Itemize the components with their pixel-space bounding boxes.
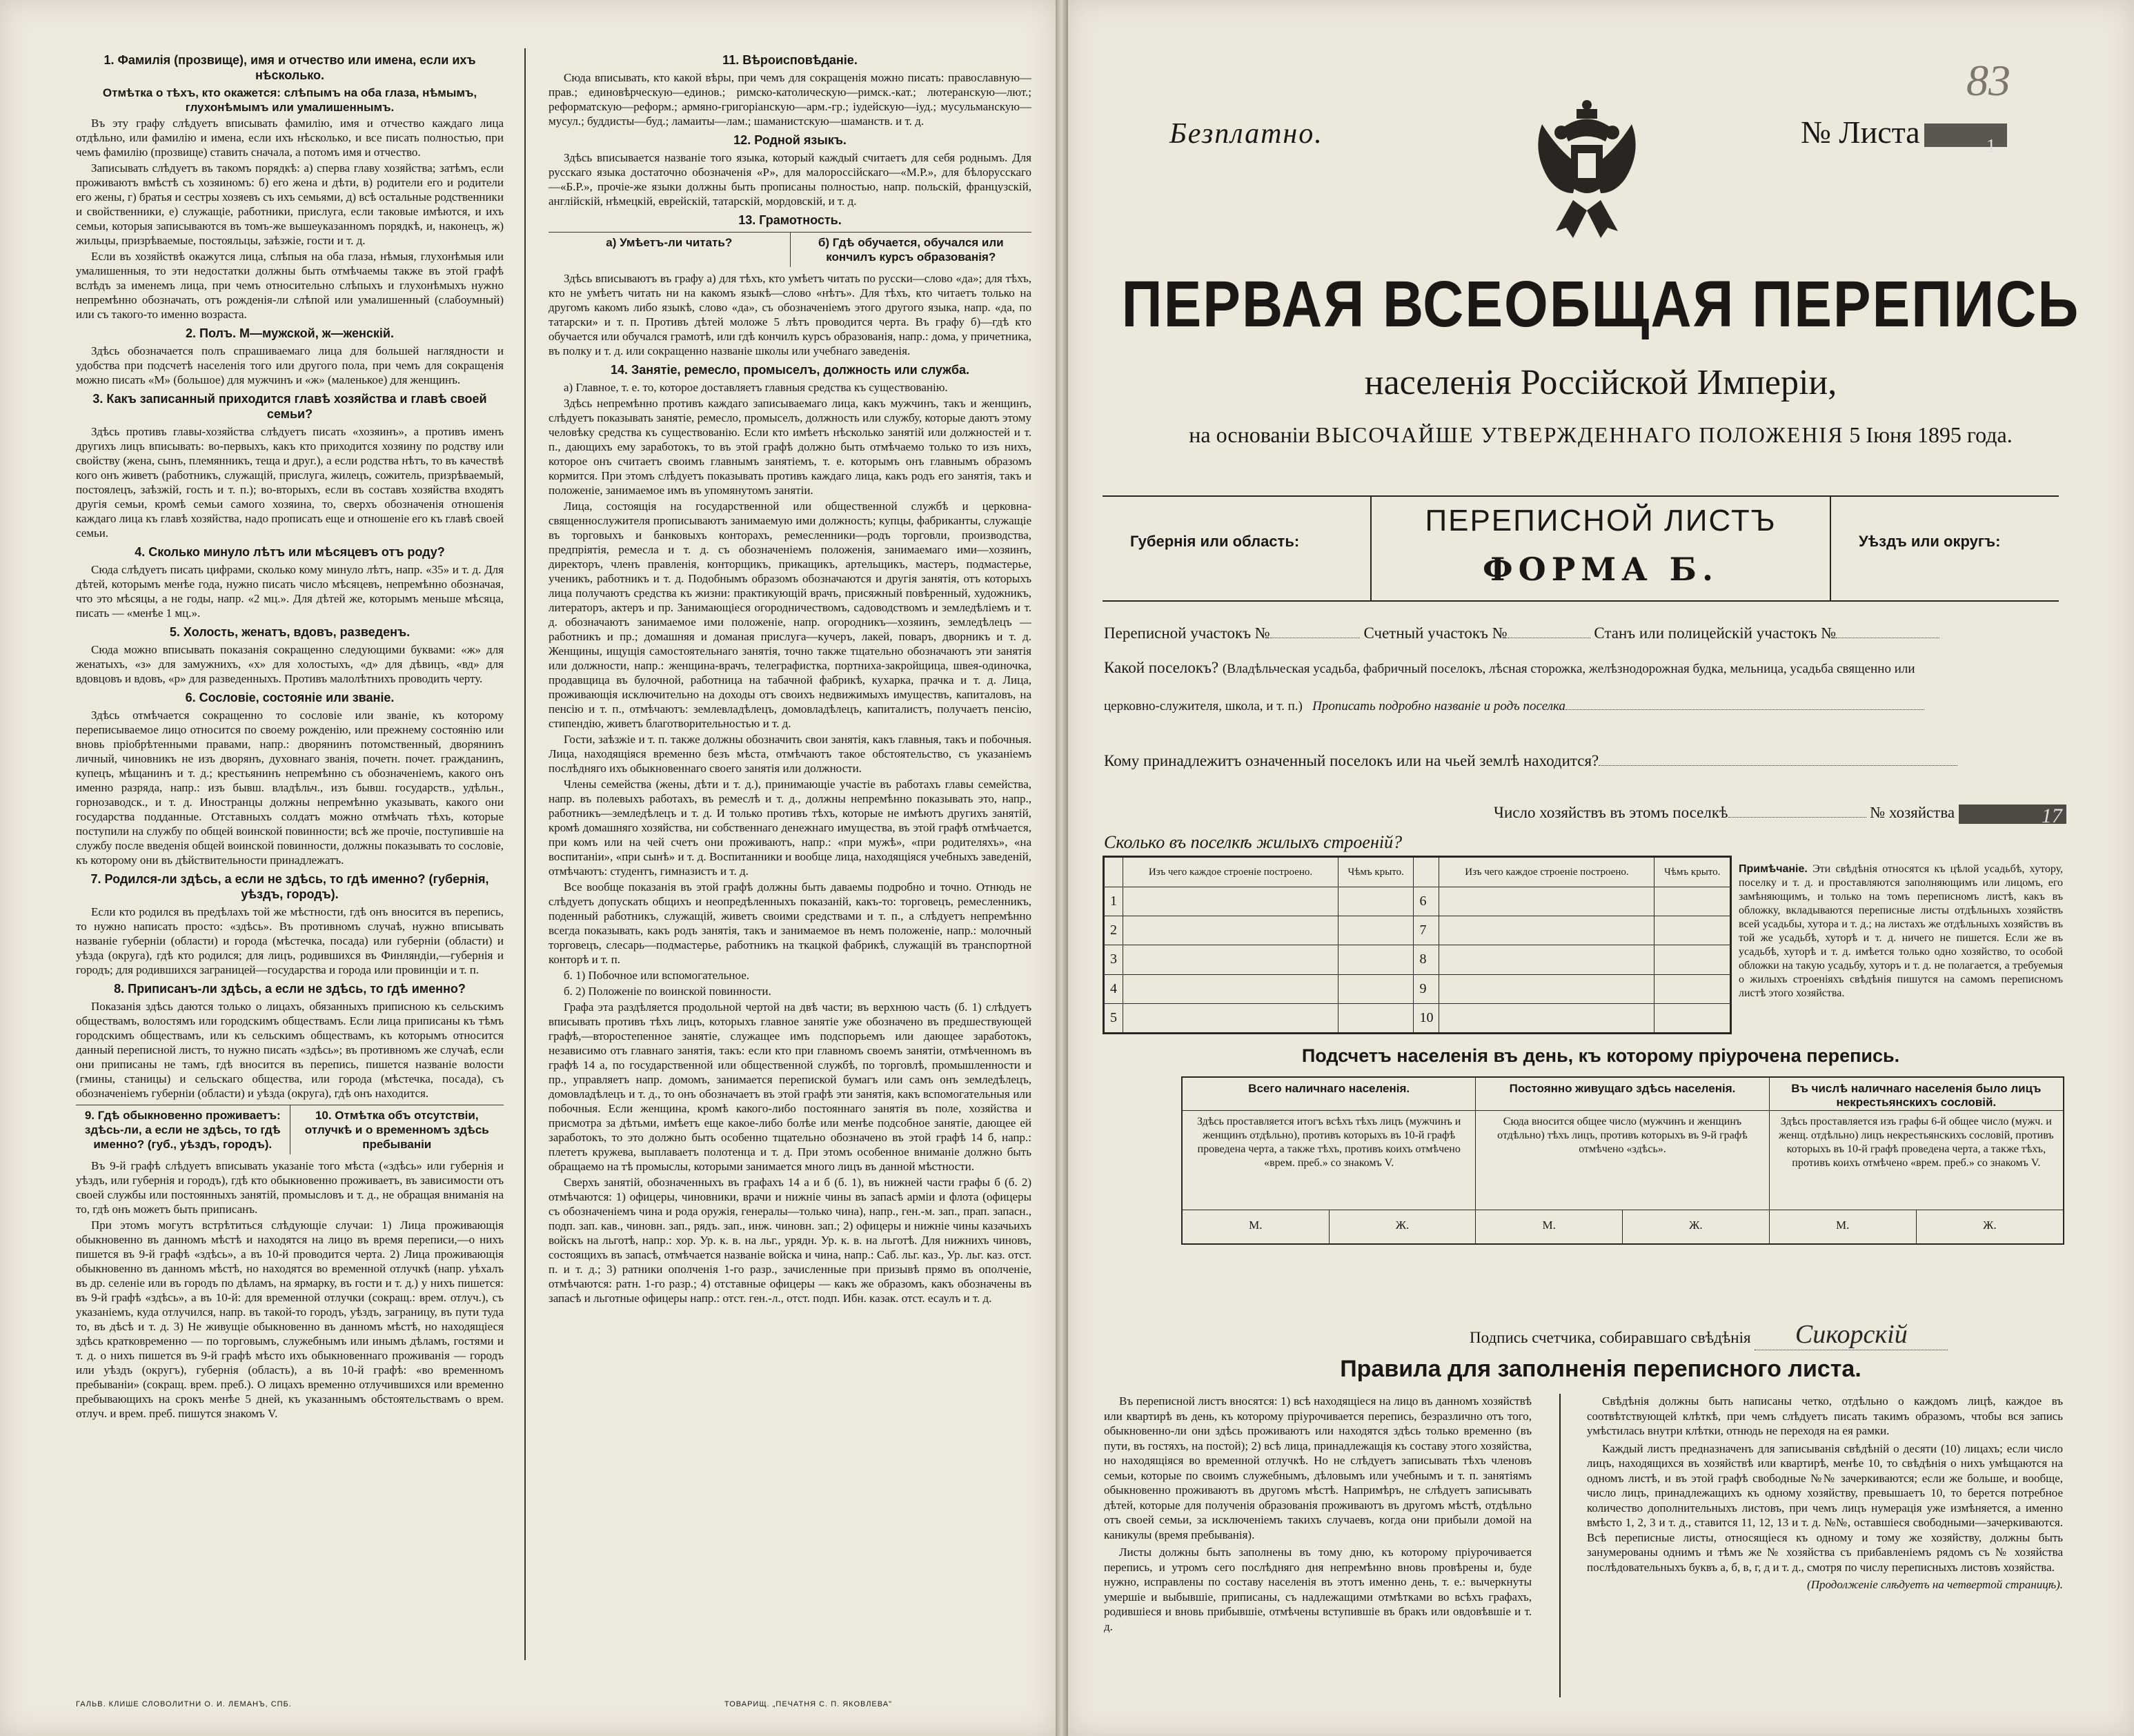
instruction-paragraph: Здѣсь отмѣчается сокращенно то сословіе или званіе, къ которому переписываемое лицо относится по своему рожденію, или прежнему состоянію или вновь пріобрѣтенными правами, напр.: дворянинъ потомственный, дворянинъ личный, чиновникъ не изъ дворянъ, духовнаго званія, почетн. почет. гражданинъ, купецъ, мѣщанинъ и т. д.; крестьянинъ непремѣнно съ обозначеніемъ, какого онъ именно разряда, напр.: изъ бывш. владѣльч., изъ бывш. государств., удѣльн., горнозаводск., и т. д. Иностранцы должны непремѣнно указывать, какого они государства подданные. Отставныхъ солдатъ можно отмѣчать тѣхъ, которые поступили на службу по общей воинской повинности; всѣ же прочіе, поступившіе на службу после введенія общей воинской повинности, должны показывать то сословіе, къ которому они въ дѣйствительности принадлежатъ. bbox=[76, 709, 504, 867]
section-subheading: Отмѣтка о тѣхъ, кто окажется: слѣпымъ на оба глаза, нѣмымъ, глухонѣмымъ или умалишеннымъ. bbox=[102, 86, 477, 114]
roof-cell[interactable] bbox=[1654, 887, 1730, 916]
instruction-paragraph: Здѣсь непремѣнно противъ каждаго записываемаго лица, какъ мужчинъ, такъ и женщинъ, слѣдуетъ показывать занятіе, ремесло, промыселъ, должность или службу, которые даютъ этому человѣку средства къ существованію. Если кто имѣетъ нѣсколько занятій или должностей и т. п., дающихъ ему заработокъ, то въ этой графѣ должно быть отмѣчаемо только то изъ нихъ, которое онъ считаетъ своимъ главнымъ занятіемъ, т. е. которымъ онъ главнымъ образомъ кормится. При этомъ слѣдуетъ показывать противъ каждаго лица, какъ родъ его занятія, такъ и положеніе, занимаемое имъ въ упомянутомъ занятіи. bbox=[549, 397, 1031, 497]
buildings-header-cell: Чѣмъ крыто. bbox=[1654, 858, 1730, 887]
female-count-field[interactable]: Ж. bbox=[1329, 1210, 1476, 1243]
male-female-row bbox=[1770, 1210, 2063, 1243]
district-field[interactable] bbox=[1830, 497, 2059, 600]
instruction-paragraph: б. 1) Побочное или вспомогательное. bbox=[564, 969, 750, 982]
instruction-paragraph: Сюда слѣдуетъ писать цифрами, сколько кому минуло лѣтъ, напр. «35» и т. д. Для дѣтей, которымъ менѣе года, нужно писать число мѣсяцевъ, непремѣнно обозначая, что это мѣсяцы, а не годы, напр. «2 мц.». Для дѣтей же, которымъ меньше мѣсяца, писать — «менѣе 1 мц.». bbox=[76, 563, 504, 620]
households-field[interactable] bbox=[1728, 805, 1866, 818]
owner-label: Кому принадлежитъ означенный поселокъ или на чьей землѣ находится? bbox=[1104, 752, 1599, 769]
instruction-paragraph: Все вообще показанія въ этой графѣ должны быть даваемы подробно и точно. Отнюдь не слѣдуетъ допускать общихъ и неопредѣленныхъ показаній, какъ-то: торговецъ, ремесленникъ, поденный работникъ, служащій, живетъ своими средствами и т. п., а слѣдуетъ непремѣнно всегда показывать, какъ родъ занятія, такъ и занимаемое въ немъ положеніе, напр.: молочный торговецъ, слесарь—подмастерье, работникъ на ткацкой фабрикѣ, служащій въ транспортной конторѣ и т. п. bbox=[549, 880, 1031, 966]
population-count-table bbox=[1181, 1076, 2064, 1245]
instruction-paragraph: Члены семейства (жены, дѣти и т. д.), принимающіе участіе въ работахъ главы семейства, напр. въ полевыхъ работахъ, въ ремеслѣ и т. д., должны непремѣнно показывать это, напр., работникъ—земледѣлецъ и т. д. И только противъ тѣхъ, которые не имѣютъ другихъ занятій, кромѣ домашняго хозяйства, ни собственнаго денежнаго имущества, въ этой графѣ отмѣчается, при комъ или на чей счетъ они проживаютъ, напр.: «при мужѣ», «при родителяхъ», «на воспитаніи», «при сынѣ» и т. д. Воспитанники и вообще лица, находящіяся учебныхъ заведеній, отмѣчаютъ: студентъ, гимназистъ и т. д. bbox=[549, 778, 1031, 878]
buildings-table-body bbox=[1105, 887, 1730, 1033]
handwritten-page-number: 83 bbox=[1966, 56, 2010, 105]
double-headed-eagle-emblem bbox=[1528, 97, 1646, 248]
printer-credit-right: ТОВАРИЩ. „ПЕЧАТНЯ С. П. ЯКОВЛЕВА" bbox=[724, 1700, 892, 1708]
instruction-paragraph: Графа эта раздѣляется продольной чертой на двѣ части; въ верхнюю часть (б. 1) слѣдуетъ вписывать противъ тѣхъ лицъ, которыхъ главное занятіе уже обозначено въ предшествующей графѣ,—второстепенное занятіе, служащее имъ подспорьемъ или дающее заработокъ, независимо отъ главнаго занятія, такъ: если кто при главномъ своемъ занятіи, отмѣченномъ въ графѣ 14 а, по государственной или общественной службѣ, по торговлѣ, промышленности и пр., управляетъ напр. домомъ, занимается перепиской бумагъ или самъ онъ земледѣлецъ, домовладѣлецъ и т. д., то онъ обозначаетъ въ этой графѣ эти занятія, какъ вспомогательныя или побочныя. Если женщина, кромѣ какого-либо постояннаго занятія въ поле, хозяйства и присмотра за дѣтьми, имѣетъ еще какое-либо болѣе или менѣе подсобное занятіе, дающее ей заработокъ, то это должно быть особенно тщательно обозначено въ этой графѣ 14 б, напр.: плететъ кружева, выплаваетъ полотенца и т. д. При этомъ особенное вниманіе должно быть обращаемо на тѣ промыслы, которыми занимается много лицъ въ данной мѣстности. bbox=[549, 1000, 1031, 1173]
buildings-table-header bbox=[1105, 858, 1730, 887]
buildings-note bbox=[1739, 862, 2063, 1000]
section-heading: 5. Холость, женатъ, вдовъ, разведенъ. bbox=[169, 625, 411, 639]
province-field[interactable] bbox=[1103, 497, 1372, 600]
roof-cell[interactable] bbox=[1654, 916, 1730, 945]
material-cell[interactable] bbox=[1123, 945, 1338, 974]
buildings-note-title: Примѣчаніе. bbox=[1739, 863, 1808, 875]
camp-district-label: Станъ или полицейскій участокъ № bbox=[1594, 624, 1837, 642]
roof-cell[interactable] bbox=[1654, 974, 1730, 1003]
sheet-number-label: № Листа bbox=[1801, 115, 1920, 150]
male-count-field[interactable]: М. bbox=[1249, 1219, 1263, 1232]
instruction-paragraph: При этомъ могутъ встрѣтиться слѣдующіе случаи: 1) Лица проживающія обыкновенно въ данномъ мѣстѣ и находятся на лицо въ время переписи,—о нихъ пишется въ 9-й графѣ «здѣсь», а въ 10-й проводится черта. 2) Лица проживающія обыкновенно въ данномъ мѣстѣ, но находятся во временной отлучкѣ (напр. уѣхалъ въ др. селеніе или въ городъ по дѣламъ, на ярмарку, въ гости и т. д.) у нихъ пишется: въ 9-й графѣ «здѣсь», а въ 10-й: для временной отлучки (сокращ.: врем. отлуч.), съ указаніемъ, куда отлучился, напр. въ такой-то городъ, уѣздъ, заграницу, въ пути туда то, въ дѣсѣ и т. д. 3) Не живущіе обыкновенно въ данномъ мѣстѣ, но находящіеся здѣсь кратковременно — по торговымъ, служебнымъ или инымъ дѣламъ, гостями и т. д. о нихъ пишется въ 9-й графѣ мѣсто ихъ обыкновеннаго проживанія — городъ или уѣздъ (округъ), губернія (область), а въ 10-й графѣ: «во временномъ пребываніи» (сокращ. врем. преб.). О лицахъ временно отлучившихся или временно пребывающихъ на срокъ менѣе 5 дней, къ указаннымъ обстоятельствамъ о врем. отлуч. и врем. преб. пишутся знакомъ V. bbox=[76, 1219, 504, 1420]
settlement-hint: (Владѣльческая усадьба, фабричный поселокъ, лѣсная сторожка, желѣзнодорожная будка, мельница, усадьба священно или bbox=[1222, 662, 1915, 676]
material-cell[interactable] bbox=[1123, 974, 1338, 1003]
instructions-column-2-tail bbox=[549, 271, 1031, 1305]
row-number: 8 bbox=[1414, 945, 1439, 974]
section-heading: 2. Полъ. М—мужской, ж—женскій. bbox=[186, 326, 394, 340]
material-cell[interactable] bbox=[1123, 1003, 1338, 1032]
buildings-row bbox=[1105, 1003, 1730, 1032]
instruction-paragraph: Въ эту графу слѣдуетъ вписывать фамилію, имя и отчество каждаго лица отдѣльно, или фамилію и имена, если ихъ нѣсколько, и все писать полностью, при чемъ фамилію (прозвище) ставить сначала, а потомъ имя и отчество. bbox=[76, 117, 504, 159]
section-heading: 12. Родной языкъ. bbox=[733, 133, 847, 147]
buildings-header-cell: Чѣмъ крыто. bbox=[1338, 858, 1414, 887]
buildings-row bbox=[1105, 945, 1730, 974]
basis-regulation: ВЫСОЧАЙШЕ УТВЕРЖДЕННАГО ПОЛОЖЕНІЯ bbox=[1315, 422, 1844, 447]
instruction-paragraph: Гости, заѣзжіе и т. п. также должны обозначить свои занятія, какъ главныя, такъ и побочныя. Лица, находящіяся временно безъ мѣста, отмѣчаютъ такое обстоятельство, съ указаніемъ послѣдняго ихъ обыкновеннаго своего занятія или должности. bbox=[549, 733, 1031, 775]
roof-cell[interactable] bbox=[1654, 945, 1730, 974]
basis-date: 5 Іюня 1895 года. bbox=[1849, 422, 2013, 447]
census-title: ПЕРВАЯ ВСЕОБЩАЯ ПЕРЕПИСЬ bbox=[1121, 268, 2080, 341]
female-count-field[interactable]: Ж. bbox=[1622, 1210, 1769, 1243]
heading-13b: б) Гдѣ обучается, обучался или кончилъ курсъ образованія? bbox=[790, 233, 1032, 267]
section-heading: 6. Сословіе, состояніе или званіе. bbox=[185, 691, 395, 704]
buildings-row bbox=[1105, 887, 1730, 916]
roof-cell[interactable] bbox=[1654, 1003, 1730, 1032]
printer-credit-left: ГАЛЬВ. КЛИШЕ СЛОВОЛИТНИ О. И. ЛЕМАНЪ, СПБ. bbox=[76, 1700, 292, 1708]
province-label: Губернія или область: bbox=[1130, 533, 1300, 550]
enumerator-signature[interactable]: Сикорскій bbox=[1755, 1319, 1948, 1350]
instruction-paragraph: Записывать слѣдуетъ въ такомъ порядкѣ: а) сперва главу хозяйства; затѣмъ, если проживаютъ вмѣстѣ съ хозяиномъ: б) его жена и дѣти, в) родители его и родители его жены, г) братья и сестры хозяевъ съ ихъ семьями, д) всѣ остальные родственники и свойственники, е) служащіе, работники, прислуга, если таковые имѣются, и ихъ семьи, которыя записываются въ томъ-же вышеуказанномъ порядкѣ, и, наконецъ, ж) жильцы, призрѣваемые, постояльцы, заѣзжіе, гости и т. д. bbox=[76, 161, 504, 247]
continued-note: (Продолженіе слѣдуетъ на четвертой страницѣ). bbox=[1807, 1578, 2063, 1591]
count-column-header: Постоянно живущаго здѣсь населенія. bbox=[1476, 1078, 1768, 1111]
material-cell[interactable] bbox=[1439, 887, 1654, 916]
instructions-column-2-body bbox=[549, 52, 1031, 228]
split-heading-13 bbox=[549, 232, 1031, 267]
male-female-row bbox=[1476, 1210, 1768, 1243]
row-number: 10 bbox=[1414, 1003, 1439, 1032]
count-column bbox=[1770, 1078, 2063, 1243]
instructions-column-1 bbox=[76, 48, 504, 1674]
instruction-paragraph: Здѣсь вписывается названіе того языка, который каждый считаетъ для себя роднымъ. Для русскаго языка достаточно обозначенія «Р», для малороссійскаго—«М.Р.», для бѣлорусскаго—«Б.Р.», прочіе-же языки должны быть прописаны полностью, напр. польскій, французскій, англійскій, нѣмецкій, еврейскій, татарскій, мордовскій, и т. д. bbox=[549, 151, 1031, 208]
census-district-label: Переписной участокъ № bbox=[1104, 624, 1270, 642]
instruction-paragraph: Здѣсь противъ главы-хозяйства слѣдуетъ писать «хозяинъ», а противъ именъ другихъ лицъ вписывать: во-первыхъ, какъ кто приходится хозяину по родству или свойству (жена, сынъ, племянникъ, теща и друг.), а если родства нѣтъ, то въ качествѣ кого онъ живетъ (работникъ, служащій, прислуга, жилецъ, сожитель, призрѣваемый, постоялецъ, заѣзжій, гость и т. п.); во-вторыхъ, если въ составъ хозяйства входятъ другія семьи, кромѣ семьи самого хозяина, то, сверхъ обозначенія отношенія каждаго лица къ главѣ хозяйства, надо прописать еще и отношеніе его къ главѣ своей семьи. bbox=[76, 425, 504, 540]
counting-district-label: Счетный участокъ № bbox=[1363, 624, 1508, 642]
sheet-number-value: 1 bbox=[1986, 136, 1996, 158]
instructions-column-1-tail bbox=[76, 1158, 504, 1421]
male-female-row bbox=[1183, 1210, 1475, 1243]
row-number: 1 bbox=[1105, 887, 1123, 916]
heading-13a: а) Умѣетъ-ли читать? bbox=[606, 236, 733, 249]
buildings-row bbox=[1104, 832, 1402, 853]
sheet-number bbox=[1801, 114, 2007, 158]
instruction-paragraph: Въ 9-й графѣ слѣдуетъ вписывать указаніе того мѣста («здѣсь» или губернія и уѣздъ, или губернія и городъ), гдѣ кто обыкновенно проживаетъ, въ зависимости отъ своей службы или постоянныхъ занятій, промысловъ и т. д., не обращая вниманія на то, гдѣ онъ можетъ быть приписанъ. bbox=[76, 1159, 504, 1216]
row-number: 9 bbox=[1414, 974, 1439, 1003]
section-heading: 3. Какъ записанный приходится главѣ хозяйства и главѣ своей семьи? bbox=[92, 392, 487, 421]
material-cell[interactable] bbox=[1123, 916, 1338, 945]
count-column bbox=[1183, 1078, 1476, 1243]
section-heading: 7. Родился-ли здѣсь, а если не здѣсь, то гдѣ именно? (губернія, уѣздъ, городъ). bbox=[90, 872, 489, 901]
material-cell[interactable] bbox=[1439, 974, 1654, 1003]
male-count-field[interactable]: М. bbox=[1542, 1219, 1556, 1232]
legal-basis bbox=[1104, 422, 2097, 448]
settlement-hint-3: Прописать подробно названіе и родъ поселка bbox=[1312, 699, 1565, 713]
female-count-field[interactable]: Ж. bbox=[1916, 1210, 2063, 1243]
instruction-paragraph: Сверхъ занятій, обозначенныхъ въ графахъ 14 а и б (б. 1), въ нижней части графы б (б. 2) отмѣчаются: 1) офицеры, чиновники, врачи и нижніе чины въ запасѣ армiи и флота (офицеры съ обозначеніемъ чина и рода оружія, генералы—только чина), напр., ген.-м. зап., прап. запасн., подп. зап. кав., чиновн. зап., рядъ. зап., инж. чиновн. зап.; 2) офицеры и нижніе чины казачьихъ войскъ на льготѣ, напр.: хор. Ур. к. в. на льг., урядн. Ур. к. в. на льготѣ. Для нижнихъ чиновъ, состоящихъ въ запасѣ, отмѣчается названіе войска и чина, напр.: Саб. льг. каз., Ур. льг. каз. отст. п. и т. д.; 3) ратники ополченія 1-го разр., зачисленные при призывѣ прямо въ ополченіе, отмѣчаются: ратн. 1-го разр.; 4) отставные офицеры — какъ же образомъ, какъ обозначены въ запасѣ и льготные офицеры напр.: отст. ген.-л., отст. подп. Ибн. казак. отст. есаулъ и т. д. bbox=[549, 1176, 1031, 1305]
instruction-paragraph: Сюда можно вписывать показанія сокращенно следующими буквами: «ж» для женатыхъ, «з» для замужнихъ, «х» для холостыхъ, «д» для дѣвицъ, «вд» для вдовцовъ и вдовъ, «р» для разведенныхъ. Противъ малолѣтнихъ проводить черту. bbox=[76, 643, 504, 685]
buildings-row bbox=[1105, 916, 1730, 945]
instruction-paragraph: Здѣсь вписываютъ въ графу а) для тѣхъ, кто умѣетъ читать по русски—слово «да»; для тѣхъ, кто не умѣетъ читать ни на какомъ языкѣ—слово «нѣтъ». Для тѣхъ, кто читаетъ только на другомъ какомъ либо языкѣ, слово «да», съ обозначеніемъ этого другого языка, напр. «да, по татарски» и т. п. Противъ дѣтей моложе 5 лѣтъ проводится черта. Въ графу б)—гдѣ кто обучается или обучался грамотѣ, или гдѣ кончилъ курсъ образованія, напр.: дома, у причетника, въ полку и т. д. или сокращенно названіе школы или учебнаго заведенія. bbox=[549, 272, 1031, 357]
material-cell[interactable] bbox=[1439, 1003, 1654, 1032]
population-count-title: Подсчетъ населенія въ день, къ которому пріурочена перепись. bbox=[1301, 1045, 1900, 1066]
instruction-paragraph: Если кто родился въ предѣлахъ той же мѣстности, гдѣ онъ вносится въ перепись, то нужно написать просто: «здѣсь». Въ противномъ случаѣ, нужно вписывать названіе губерніи (области) и города (мѣстечка, посада) или губерніи (области) и уѣзда (округа), гдѣ кто родился; для лицъ, родившихся въ Финляндіи,—губернія и городъ; для родившихся заграницей—государства и города или провинціи и т. п. bbox=[76, 905, 504, 976]
signature-label: Подпись счетчика, собиравшаго свѣдѣнія bbox=[1470, 1329, 1751, 1346]
counting-district-field[interactable] bbox=[1508, 625, 1590, 638]
instruction-paragraph: Здѣсь обозначается полъ спрашиваемаго лица для большей наглядности и удобства при подсчетѣ населенія того или другого пола, при чемъ для сокращенія можно писать «М» (большое) для мужчинъ и «ж» (маленькое) для женщинъ. bbox=[76, 344, 504, 386]
heading-9: 9. Гдѣ обыкновенно проживаетъ: здѣсь-ли, а если не здѣсь, то гдѣ именно? (губ., уѣздъ, городъ). bbox=[84, 1109, 281, 1151]
settlement-field[interactable] bbox=[1565, 697, 1924, 710]
census-district-field[interactable] bbox=[1270, 625, 1360, 638]
instructions-column-1-body bbox=[76, 52, 504, 1101]
settlement-hint-2: церковно-служителя, школа, и т. п.) bbox=[1104, 699, 1303, 713]
district-label: Уѣздъ или округъ: bbox=[1859, 533, 2001, 550]
rule-paragraph: Въ переписной листъ вносятся: 1) всѣ находящіеся на лицо въ данномъ хозяйствѣ или квартирѣ въ день, къ которому пріурочивается перепись, безразлично отъ того, обыкновенно-ли они здѣсь проживаютъ или находятся здѣсь только временно (въ пути, въ гостяхъ, на постой); 2) всѣ лица, принадлежащія къ составу этого хозяйства, но находящіяся во временной отлучкѣ. Но не слѣдуетъ записывать тѣхъ членовъ семьи, которые по своимъ служебнымъ, дѣловымъ или учебнымъ и т. п. занятіямъ обыкновенно проживаютъ въ другомъ мѣстѣ. Напримѣръ, не слѣдуетъ записывать дѣтей, которые для полученія образованія проживаютъ въ другомъ мѣстѣ, отдѣльно отъ своей семьи, за исключеніемъ такихъ случаевъ, когда они прибыли домой на каникулы (время пребыванія). bbox=[1104, 1394, 1532, 1541]
count-column-note: Сюда вносится общее число (мужчинъ и женщинъ отдѣльно) тѣхъ лицъ, противъ которыхъ въ 9-й графѣ отмѣчено «здѣсь». bbox=[1497, 1116, 1748, 1155]
sheet-number-box bbox=[1924, 124, 2007, 158]
count-column-header: Въ числѣ наличнаго населенія было лицъ некрестьянскихъ сословій. bbox=[1770, 1078, 2063, 1111]
count-column-note: Здѣсь проставляется изъ графы 6-й общее число (мужч. и женщ. отдѣльно) лицъ некрестьянскихъ сословій, противъ которыхъ въ 10-й графѣ проведена черта, а также тѣхъ, противъ коихъ отмѣчено «врем. преб.» со знакомъ V. bbox=[1779, 1116, 2054, 1169]
roof-cell[interactable] bbox=[1338, 974, 1414, 1003]
rule-paragraph: Листы должны быть заполнены въ тому дню, къ которому пріурочивается перепись, и утромъ сего послѣдняго дня непремѣнно вновь провѣрены и, буде нужно, исправлены по составу населенія въ этотъ именно день, т. е.: вычеркнуты умершіе и выбывшіе, приписаны, съ надлежащими отмѣтками во всѣхъ графахъ, родившіеся и вновь прибывшіе, отмѣчены вступившіе въ бракъ или овдовѣвшіе и т. д. bbox=[1104, 1546, 1532, 1633]
section-heading: 11. Вѣроисповѣданіе. bbox=[722, 53, 858, 67]
row-number: 4 bbox=[1105, 974, 1123, 1003]
free-label: Безплатно. bbox=[1169, 118, 1323, 150]
page-fold bbox=[1056, 0, 1068, 1736]
buildings-note-text: Эти свѣдѣнія относятся къ цѣлой усадьбѣ, хутору, поселку и т. д. и проставляются заполняющимъ или лицомъ, его замѣняющимъ, и только на томъ переписномъ листѣ, какъ въ обложку, вкладываются переписные листы отдѣльныхъ хозяйствъ всей усадьбы, хутора и т. д.; на листахъ же отдѣльныхъ хозяйствъ въ той же усадьбѣ, хуторѣ и т. д. ничего не пишется. Если же въ усадьбѣ, хуторѣ и т. д. имѣется только одно хозяйство, то особой обложки на такую усадьбу, хуторъ и т. д. не полагается, а требуемыя о жилыхъ строеніяхъ свѣдѣнія пишутся на самомъ переписномъ листѣ этого хозяйства. bbox=[1739, 863, 2064, 999]
material-cell[interactable] bbox=[1123, 887, 1338, 916]
settlement-row bbox=[1104, 659, 1915, 677]
count-column bbox=[1476, 1078, 1769, 1243]
buildings-header-cell: Изъ чего каждое строеніе построено. bbox=[1123, 858, 1338, 887]
roof-cell[interactable] bbox=[1338, 887, 1414, 916]
male-count-field[interactable]: М. bbox=[1836, 1219, 1850, 1232]
roof-cell[interactable] bbox=[1338, 916, 1414, 945]
households-row bbox=[1494, 804, 2066, 827]
rule-paragraph: Свѣдѣнія должны быть написаны четко, отдѣльно о каждомъ лицѣ, каждое въ соотвѣтствующей клѣткѣ, при чемъ слѣдуетъ писать такимъ образомъ, чтобы вся запись умѣстилась внутри клѣтки, отнюдь не переходя на ея рамки. bbox=[1587, 1394, 2063, 1437]
households-label: Число хозяйствъ въ этомъ поселкѣ bbox=[1494, 804, 1728, 821]
buildings-header-cell: Изъ чего каждое строеніе построено. bbox=[1439, 858, 1654, 887]
section-heading: 4. Сколько минуло лѣтъ или мѣсяцевъ отъ роду? bbox=[135, 545, 445, 559]
owner-field[interactable] bbox=[1599, 753, 1957, 766]
material-cell[interactable] bbox=[1439, 916, 1654, 945]
buildings-label: Сколько въ поселкѣ жилыхъ строеній? bbox=[1104, 832, 1403, 852]
settlement-row-2 bbox=[1104, 697, 1924, 714]
form-header-box bbox=[1103, 495, 2059, 602]
material-cell[interactable] bbox=[1439, 945, 1654, 974]
district-numbers-row bbox=[1104, 624, 1939, 642]
camp-district-field[interactable] bbox=[1836, 625, 1939, 638]
sheet-title: ПЕРЕПИСНОЙ ЛИСТЪ bbox=[1425, 504, 1777, 537]
instruction-paragraph: Если въ хозяйствѣ окажутся лица, слѣпыя на оба глаза, нѣмыя, глухонѣмыя или умалишенныя, то эти недостатки должны быть отмѣчаемы также въ этой графѣ вслѣдъ за именемъ лица, при чемъ относительно слѣпыхъ и глухонѣмыхъ нужно непремѣнно обозначать, отъ рожденія-ли слѣпой или умалишенный (слабоумный) или съ такого-то именно возраста. bbox=[76, 250, 504, 321]
count-column-note: Здѣсь проставляется итогъ всѣхъ тѣхъ лицъ (мужчинъ и женщинъ отдѣльно), противъ которыхъ въ 10-й графѣ проведена черта, а также тѣхъ, противъ коихъ отмѣчено «врем. преб.» со знакомъ V. bbox=[1196, 1116, 1461, 1169]
owner-row bbox=[1104, 752, 1957, 770]
row-number-header bbox=[1105, 858, 1123, 887]
roof-cell[interactable] bbox=[1338, 945, 1414, 974]
roof-cell[interactable] bbox=[1338, 1003, 1414, 1032]
section-heading: 8. Приписанъ-ли здѣсь, а если не здѣсь, то гдѣ именно? bbox=[114, 982, 466, 996]
instructions-column-2 bbox=[549, 48, 1031, 1674]
rules-right-column bbox=[1587, 1394, 2063, 1595]
heading-10: 10. Отмѣтка объ отсутствіи, отлучкѣ и о временномъ здѣсь пребываніи bbox=[290, 1105, 504, 1154]
row-number-header bbox=[1414, 858, 1439, 887]
section-heading: 1. Фамилія (прозвище), имя и отчество или имена, если ихъ нѣсколько. bbox=[103, 53, 476, 82]
row-number: 3 bbox=[1105, 945, 1123, 974]
row-number: 6 bbox=[1414, 887, 1439, 916]
row-number: 5 bbox=[1105, 1003, 1123, 1032]
rules-divider bbox=[1559, 1394, 1561, 1697]
instruction-paragraph: б. 2) Положеніе по воинской повинности. bbox=[564, 985, 771, 998]
row-number: 7 bbox=[1414, 916, 1439, 945]
instruction-paragraph: а) Главное, т. е. то, которое доставляетъ главныя средства къ существованію. bbox=[564, 381, 948, 394]
census-subtitle: населенія Россійской Имперіи, bbox=[1364, 363, 1837, 402]
household-number-label: № хозяйства bbox=[1870, 804, 1955, 821]
column-divider bbox=[524, 48, 526, 1660]
section-heading: 14. Занятіе, ремесло, промыселъ, должность или служба. bbox=[610, 363, 970, 377]
buildings-table bbox=[1103, 856, 1732, 1034]
split-heading-9-10 bbox=[76, 1105, 504, 1154]
rules-left-column bbox=[1104, 1394, 1532, 1637]
row-number: 2 bbox=[1105, 916, 1123, 945]
rules-title: Правила для заполненія переписного листа. bbox=[1340, 1356, 1861, 1382]
household-number-value[interactable]: 17 bbox=[1959, 805, 2066, 824]
rule-paragraph: Каждый листъ предназначенъ для записыванія свѣдѣній о десяти (10) лицахъ; если число лицъ, находящихся въ хозяйствѣ или квартирѣ, менѣе 10, то свѣдѣнія о нихъ умѣщаются на одномъ листѣ, и въ этой графѣ свободные №№ зачеркиваются; если же больше, и вообще, число лицъ, принадлежащихъ къ одному хозяйству, превышаетъ 10, то берется потребное количество дополнительныхъ листовъ, при чемъ лицъ нумерація уже измѣняется, а именно вмѣсто 1, 2, 3 и т. д., ставится 11, 12, 13 и т. д. №№, оставшіеся свободными—зачеркиваются. Всѣ переписные листы, относящіеся къ одному и тому же хозяйству, должны быть занумерованы однимъ и тѣмъ же № хозяйства съ прибавленіемъ рядомъ съ № хозяйства послѣдовательныхъ буквъ а, б, в, г, д и т. д., смотря по числу переписныхъ листовъ хозяйства. bbox=[1587, 1441, 2063, 1574]
form-name: ФОРМА Б. bbox=[1482, 551, 1719, 588]
instruction-paragraph: Лица, состоящія на государственной или общественной службѣ и церковна-священнослужителя прописываютъ занимаемую ими должность; купцы, фабриканты, служащіе въ торговыхъ и банковыхъ конторахъ, ремесленники—родъ торговли, производства, предпріятія, ремесла и т. д. съ обозначеніемъ положенія, занимаемаго ими—хозяинъ, директоръ, членъ правленія, конторщикъ, прикащикъ, артельщикъ, мастеръ, подмастерье, ученикъ, работникъ и т. д. Подобнымъ образомъ обозначаются и другія занятія, отъ которыхъ лица получаютъ средства къ жизни: практикующій врачъ, присяжный повѣренный, художникъ, литераторъ, актеръ и пр. Занимающіеся огородничествомъ, садоводствомъ и земледѣліемъ и т. д. обозначаютъ занимаемое ими положеніе, напр. огородникъ—хозяинъ, земледѣлецъ — работникъ и пр.; домашняя и доманая прислуга—кучеръ, лакей, поваръ, дворникъ и т. д. Женщины, ищущія самостоятельнаго занятія, точно также тщательно обозначаютъ эти занятія или должности, напр.: женщина-врачъ, телеграфистка, портниха-закройщица, швея-одиночка, продавщица въ булочной, работница на табачной фабрикѣ, кухарка, прачка и т. д. Лица, проживающія исключительно на доходы отъ своихъ недвижимыхъ имуществъ, капиталовъ, на пенсію и т. п., отмѣчаютъ: землевладѣлецъ, домовладѣлецъ, капиталистъ, получаетъ пенсію, стипендію, живетъ благотворительностью и т. д. bbox=[549, 500, 1031, 730]
section-heading: 13. Грамотность. bbox=[738, 213, 842, 227]
count-column-header: Всего наличнаго населенія. bbox=[1183, 1078, 1475, 1111]
signature-row bbox=[1470, 1319, 1948, 1350]
settlement-label: Какой поселокъ? bbox=[1104, 659, 1219, 676]
instruction-paragraph: Сюда вписывать, кто какой вѣры, при чемъ для сокращенія можно писать: православную—прав.; единовѣрческую—единов.; римско-католическую—римск.-кат.; лютеранскую—лют.; реформатскую—реформ.; армяно-григоріанскую—арм.-гр.; іудейскую—іуд.; мусульманскую—мусул.; буддисты—буд.; ламаиты—лам.; шаманистскую—шаманств. и т. д. bbox=[549, 71, 1031, 128]
buildings-row bbox=[1105, 974, 1730, 1003]
basis-prefix: на основаніи bbox=[1189, 422, 1310, 447]
instruction-paragraph: Показанія здѣсь даются только о лицахъ, обязанныхъ приписною къ сельскимъ обществамъ, волостямъ или городскимъ обществамъ. Если лица приписаны къ тѣмъ городскимъ обществамъ, или къ сельскимъ обществамъ, къ которымъ относится данный переписной листъ, то нужно писать «здѣсь»; въ противномъ же случаѣ, если они приписаны не тамъ, гдѣ вносится въ перепись, пишется названіе волости (гмины, станицы) и сельскаго общества, или города (мѣстечка, посада), съ обозначеніемъ губерніи (области) и уѣзда (округа), гдѣ онъ находится. bbox=[76, 1000, 504, 1100]
